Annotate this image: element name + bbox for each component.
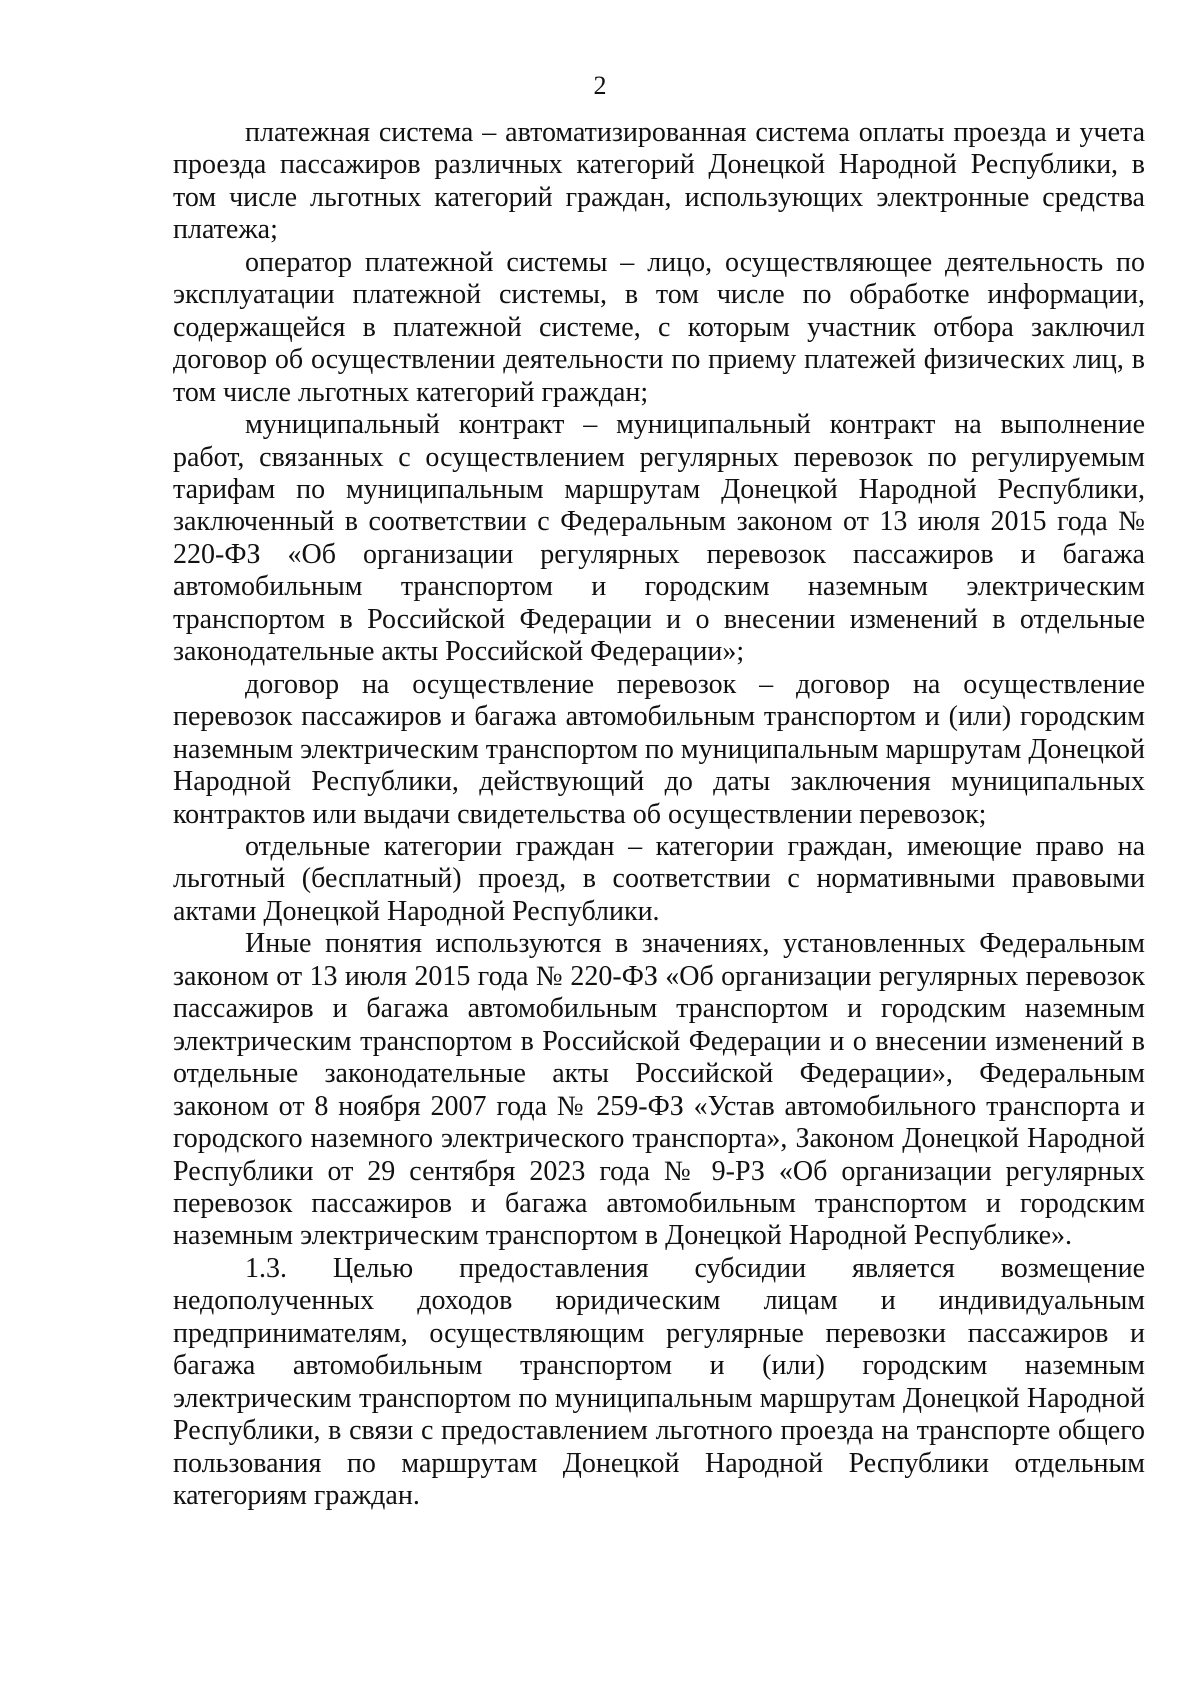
paragraph-municipal-contract-definition: муниципальный контракт – муниципальный контракт на выполнение работ, связанных с осуществлением регулярных перевозок по регулируемым тарифам по муниципальным маршрутам Донецкой Народной Республики, заключенный в соответствии с Федеральным законом от 13 июля 2015 года № 220-ФЗ «Об организации регулярных перевозок пассажиров и багажа автомобильным транспортом и городским наземным электрическим транспортом в Российской Федерации и о внесении изменений в отдельные законодательные акты Российской Федерации»; — [173, 409, 1145, 668]
page-number: 2 — [593, 71, 607, 100]
paragraph-subsidy-purpose: 1.3. Целью предоставления субсидии является возмещение недополученных доходов юридическим лицам и индивидуальным предпринимателям, осуществляющим регулярные перевозки пассажиров и багажа автомобильным транспортом и (или) городским наземным электрическим транспортом по муниципальным маршрутам Донецкой Народной Республики, в связи с предоставлением льготного проезда на транспорте общего пользования по маршрутам Донецкой Народной Республики отдельным категориям граждан. — [173, 1252, 1145, 1512]
document-body — [173, 117, 1145, 1512]
paragraph-payment-system-definition: платежная система – автоматизированная система оплаты проезда и учета проезда пассажиров различных категорий Донецкой Народной Республики, в том числе льготных категорий граждан, использующих электронные средства платежа; — [173, 117, 1145, 246]
paragraph-payment-operator-definition: оператор платежной системы – лицо, осуществляющее деятельность по эксплуатации платежной системы, в том числе по обработке информации, содержащейся в платежной системе, с которым участник отбора заключил договор об осуществлении деятельности по приему платежей физических лиц, в том числе льготных категорий граждан; — [173, 246, 1145, 408]
paragraph-transport-agreement-definition: договор на осуществление перевозок – договор на осуществление перевозок пассажиров и багажа автомобильным транспортом и (или) городским наземным электрическим транспортом по муниципальным маршрутам Донецкой Народной Республики, действующий до даты заключения муниципальных контрактов или выдачи свидетельства об осуществлении перевозок; — [173, 668, 1145, 830]
paragraph-other-terms: Иные понятия используются в значениях, установленных Федеральным законом от 13 июля 2015 года № 220-ФЗ «Об организации регулярных перевозок пассажиров и багажа автомобильным транспортом и городским наземным электрическим транспортом в Российской Федерации и о внесении изменений в отдельные законодательные акты Российской Федерации», Федеральным законом от 8 ноября 2007 года № 259-ФЗ «Устав автомобильного транспорта и городского наземного электрического транспорта», Законом Донецкой Народной Республики от 29 сентября 2023 года № 9-РЗ «Об организации регулярных перевозок пассажиров и багажа автомобильным транспортом и городским наземным электрическим транспортом в Донецкой Народной Республике». — [173, 928, 1145, 1252]
paragraph-citizen-categories-definition: отдельные категории граждан – категории граждан, имеющие право на льготный (бесплатный) проезд, в соответствии с нормативными правовыми актами Донецкой Народной Республики. — [173, 830, 1145, 927]
